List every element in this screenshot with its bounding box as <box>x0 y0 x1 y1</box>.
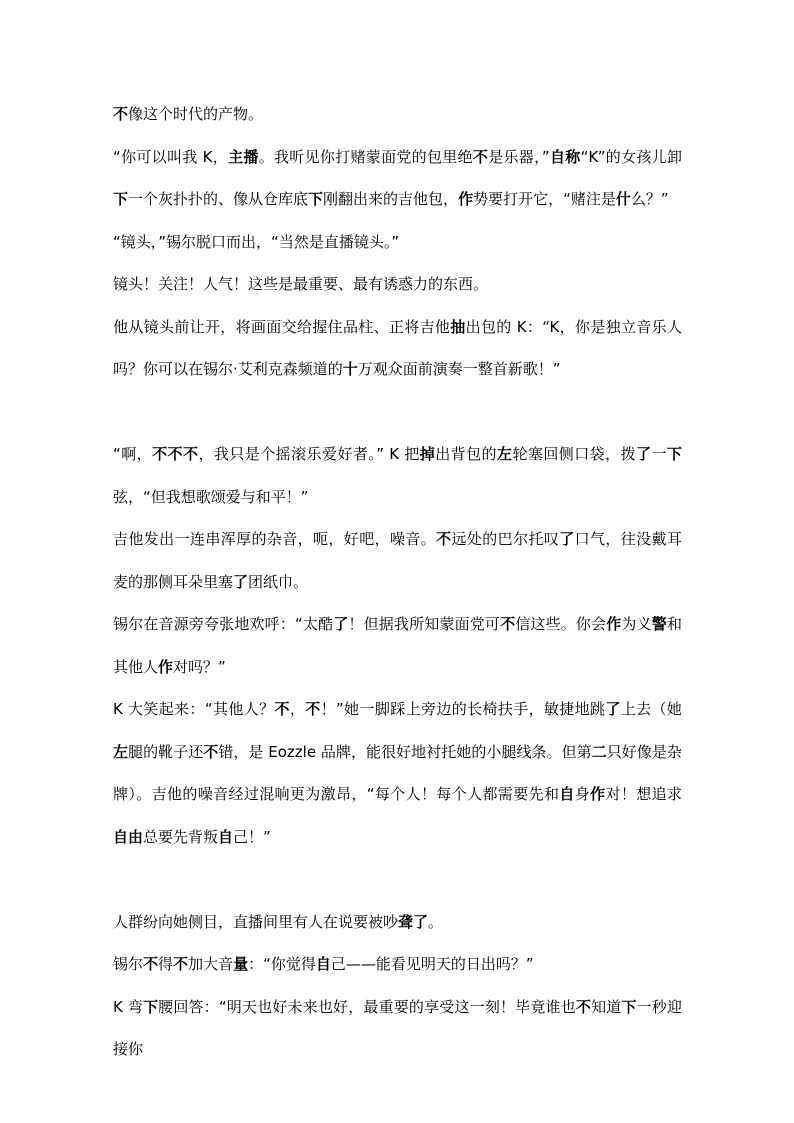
paragraph <box>113 943 682 986</box>
emphasized-text-run: 不 <box>500 615 516 633</box>
text-run: 对吗？” <box>173 657 226 676</box>
text-run: 出包的 K：“K，你是独立音乐人吗？你可以在锡尔·艾利克森频道的 <box>113 317 682 378</box>
text-run: 为义 <box>621 615 652 633</box>
emphasized-text-run: 左 <box>113 742 129 761</box>
text-run: “镜头，”锡尔脱口而出，“当然是直播镜头。” <box>113 232 400 251</box>
text-run: “啊， <box>113 445 153 463</box>
text-run: 口气，往没戴耳麦的那侧耳朵里塞 <box>113 530 682 591</box>
text-run: 吉他发出一连串浑厚的杂音，呃，好吧，噪音。 <box>113 530 437 548</box>
text-run: 上去（她 <box>620 700 682 718</box>
text-run: 轮塞回侧口袋，拨 <box>512 445 637 463</box>
paragraph <box>113 986 682 1071</box>
text-run: ：“你觉得 <box>248 955 316 973</box>
paragraph <box>113 433 682 518</box>
text-run: 己！” <box>233 827 271 846</box>
text-run: ， <box>289 700 306 718</box>
emphasized-text-run: 左 <box>497 445 513 463</box>
text-run: 锡尔 <box>113 955 144 973</box>
emphasized-text-run: 下 <box>666 445 682 463</box>
paragraph <box>113 688 682 858</box>
emphasized-text-run: 不 <box>436 530 452 548</box>
text-run: 锡尔在音源旁夸张地欢呼：“太酷 <box>113 615 334 633</box>
emphasized-text-run: 不 <box>143 955 159 973</box>
text-run: 一秒迎接你 <box>113 997 682 1058</box>
emphasized-text-run: 十 <box>342 360 358 378</box>
emphasized-text-run: 了 <box>605 700 621 718</box>
text-run: 只好像是杂牌）。吉他的噪音经过混响更为激昂，“每个人！每个人都需要先和 <box>113 742 682 803</box>
text-run: 腰回答：“明天也好未来也好，最重要的享受这一刻！毕竟谁也 <box>158 997 576 1016</box>
text-run: 刚翻出来的吉他包， <box>323 190 459 208</box>
text-run: 。我听见你打赌蒙面党的包里绝 <box>258 147 473 166</box>
text-run: 得 <box>158 955 174 973</box>
blank-line <box>113 391 682 434</box>
text-run: ！但据我所知蒙面党可 <box>348 615 501 633</box>
emphasized-text-run: 抽 <box>450 317 466 336</box>
paragraph <box>113 901 682 944</box>
emphasized-text-run: 了 <box>636 445 652 463</box>
blank-line <box>113 858 682 901</box>
text-run: “你可以叫我 K， <box>113 147 229 166</box>
emphasized-text-run: 不 <box>274 700 290 718</box>
emphasized-text-run: 不 <box>575 997 592 1016</box>
text-run: K 弯 <box>113 997 143 1016</box>
text-run: 万观众面前演奏一整首新歌！” <box>357 360 561 378</box>
paragraph <box>113 136 682 221</box>
text-run: 和其他人 <box>113 615 682 676</box>
text-run: 团纸巾。 <box>248 572 309 591</box>
emphasized-text-run: 量 <box>233 955 249 973</box>
paragraph <box>113 93 682 136</box>
emphasized-text-run: 作 <box>606 615 622 633</box>
text-run: 远处的巴尔托叹 <box>451 530 560 548</box>
text-run: 他从镜头前让开，将画面交给握住品柱、正将吉他 <box>113 317 451 336</box>
emphasized-text-run: 自称 <box>549 147 581 166</box>
emphasized-text-run: 什 <box>615 190 631 208</box>
text-run: 知道 <box>591 997 622 1016</box>
document-body <box>113 93 682 1071</box>
text-run: 么？” <box>630 190 669 208</box>
text-run: 是乐器，” <box>488 147 550 166</box>
text-run: 镜头！关注！人气！这些是最重要、最有诱惑力的东西。 <box>113 275 489 293</box>
text-run: 对！想追求 <box>605 785 682 803</box>
emphasized-text-run: 了 <box>559 530 575 548</box>
emphasized-text-run: 自 <box>218 827 234 846</box>
text-run: 己——能看见明天的日出吗？” <box>330 955 534 973</box>
emphasized-text-run: 自 <box>559 785 575 803</box>
text-run: ，我只是个摇滚乐爱好者。” K 把 <box>198 445 420 463</box>
text-run: “K”的女孩儿卸 <box>580 147 682 166</box>
paragraph <box>113 306 682 391</box>
emphasized-text-run: 了 <box>233 572 249 591</box>
emphasized-text-run: 聋了 <box>398 912 429 931</box>
emphasized-text-run: 了 <box>333 615 349 633</box>
text-run: 信这些。你会 <box>515 615 607 633</box>
emphasized-text-run: 不不不 <box>152 445 199 463</box>
emphasized-text-run: 自由 <box>113 827 144 846</box>
emphasized-text-run: 下 <box>113 190 129 208</box>
emphasized-text-run: 自 <box>315 955 331 973</box>
paragraph <box>113 603 682 688</box>
text-run: 身 <box>574 785 591 803</box>
emphasized-text-run: 下 <box>142 997 159 1016</box>
text-run: ！”她一脚踩上旁边的长椅扶手，敏捷地跳 <box>320 700 606 718</box>
text-run: 像这个时代的产物。 <box>128 105 264 123</box>
emphasized-text-run: 掉 <box>419 445 436 463</box>
emphasized-text-run: 下 <box>308 190 324 208</box>
emphasized-text-run: 作 <box>458 190 474 208</box>
text-run: 一 <box>651 445 667 463</box>
text-run: 人群纷向她侧目，直播间里有人在说要被吵 <box>113 912 399 931</box>
text-run: 错，是 Eozzle 品牌，能很好地衬托她的小腿线条。但第 <box>218 742 592 761</box>
emphasized-text-run: 警 <box>651 615 667 633</box>
text-run: 。 <box>428 912 444 931</box>
emphasized-text-run: 不 <box>203 742 219 761</box>
text-run: 势要打开它，“赌注是 <box>473 190 616 208</box>
text-run: 总要先背叛 <box>143 827 219 846</box>
text-run: 加大音 <box>188 955 234 973</box>
text-run: 腿的靴子还 <box>128 742 204 761</box>
emphasized-text-run: 不 <box>173 955 189 973</box>
text-run: K 大笑起来：“其他人？ <box>113 700 275 718</box>
emphasized-text-run: 下 <box>621 997 637 1016</box>
emphasized-text-run: 二 <box>591 742 607 761</box>
emphasized-text-run: 不 <box>113 105 129 123</box>
emphasized-text-run: 作 <box>158 657 174 676</box>
paragraph <box>113 518 682 603</box>
text-run: 一个灰扑扑的、像从仓库底 <box>128 190 309 208</box>
text-run: 弦，“但我想歌颂爱与和平！” <box>113 487 309 506</box>
emphasized-text-run: 不 <box>472 147 489 166</box>
paragraph <box>113 221 682 264</box>
emphasized-text-run: 作 <box>590 785 606 803</box>
text-run: 出背包的 <box>435 445 497 463</box>
emphasized-text-run: 不 <box>305 700 321 718</box>
emphasized-text-run: 主播 <box>228 147 259 166</box>
paragraph <box>113 263 682 306</box>
